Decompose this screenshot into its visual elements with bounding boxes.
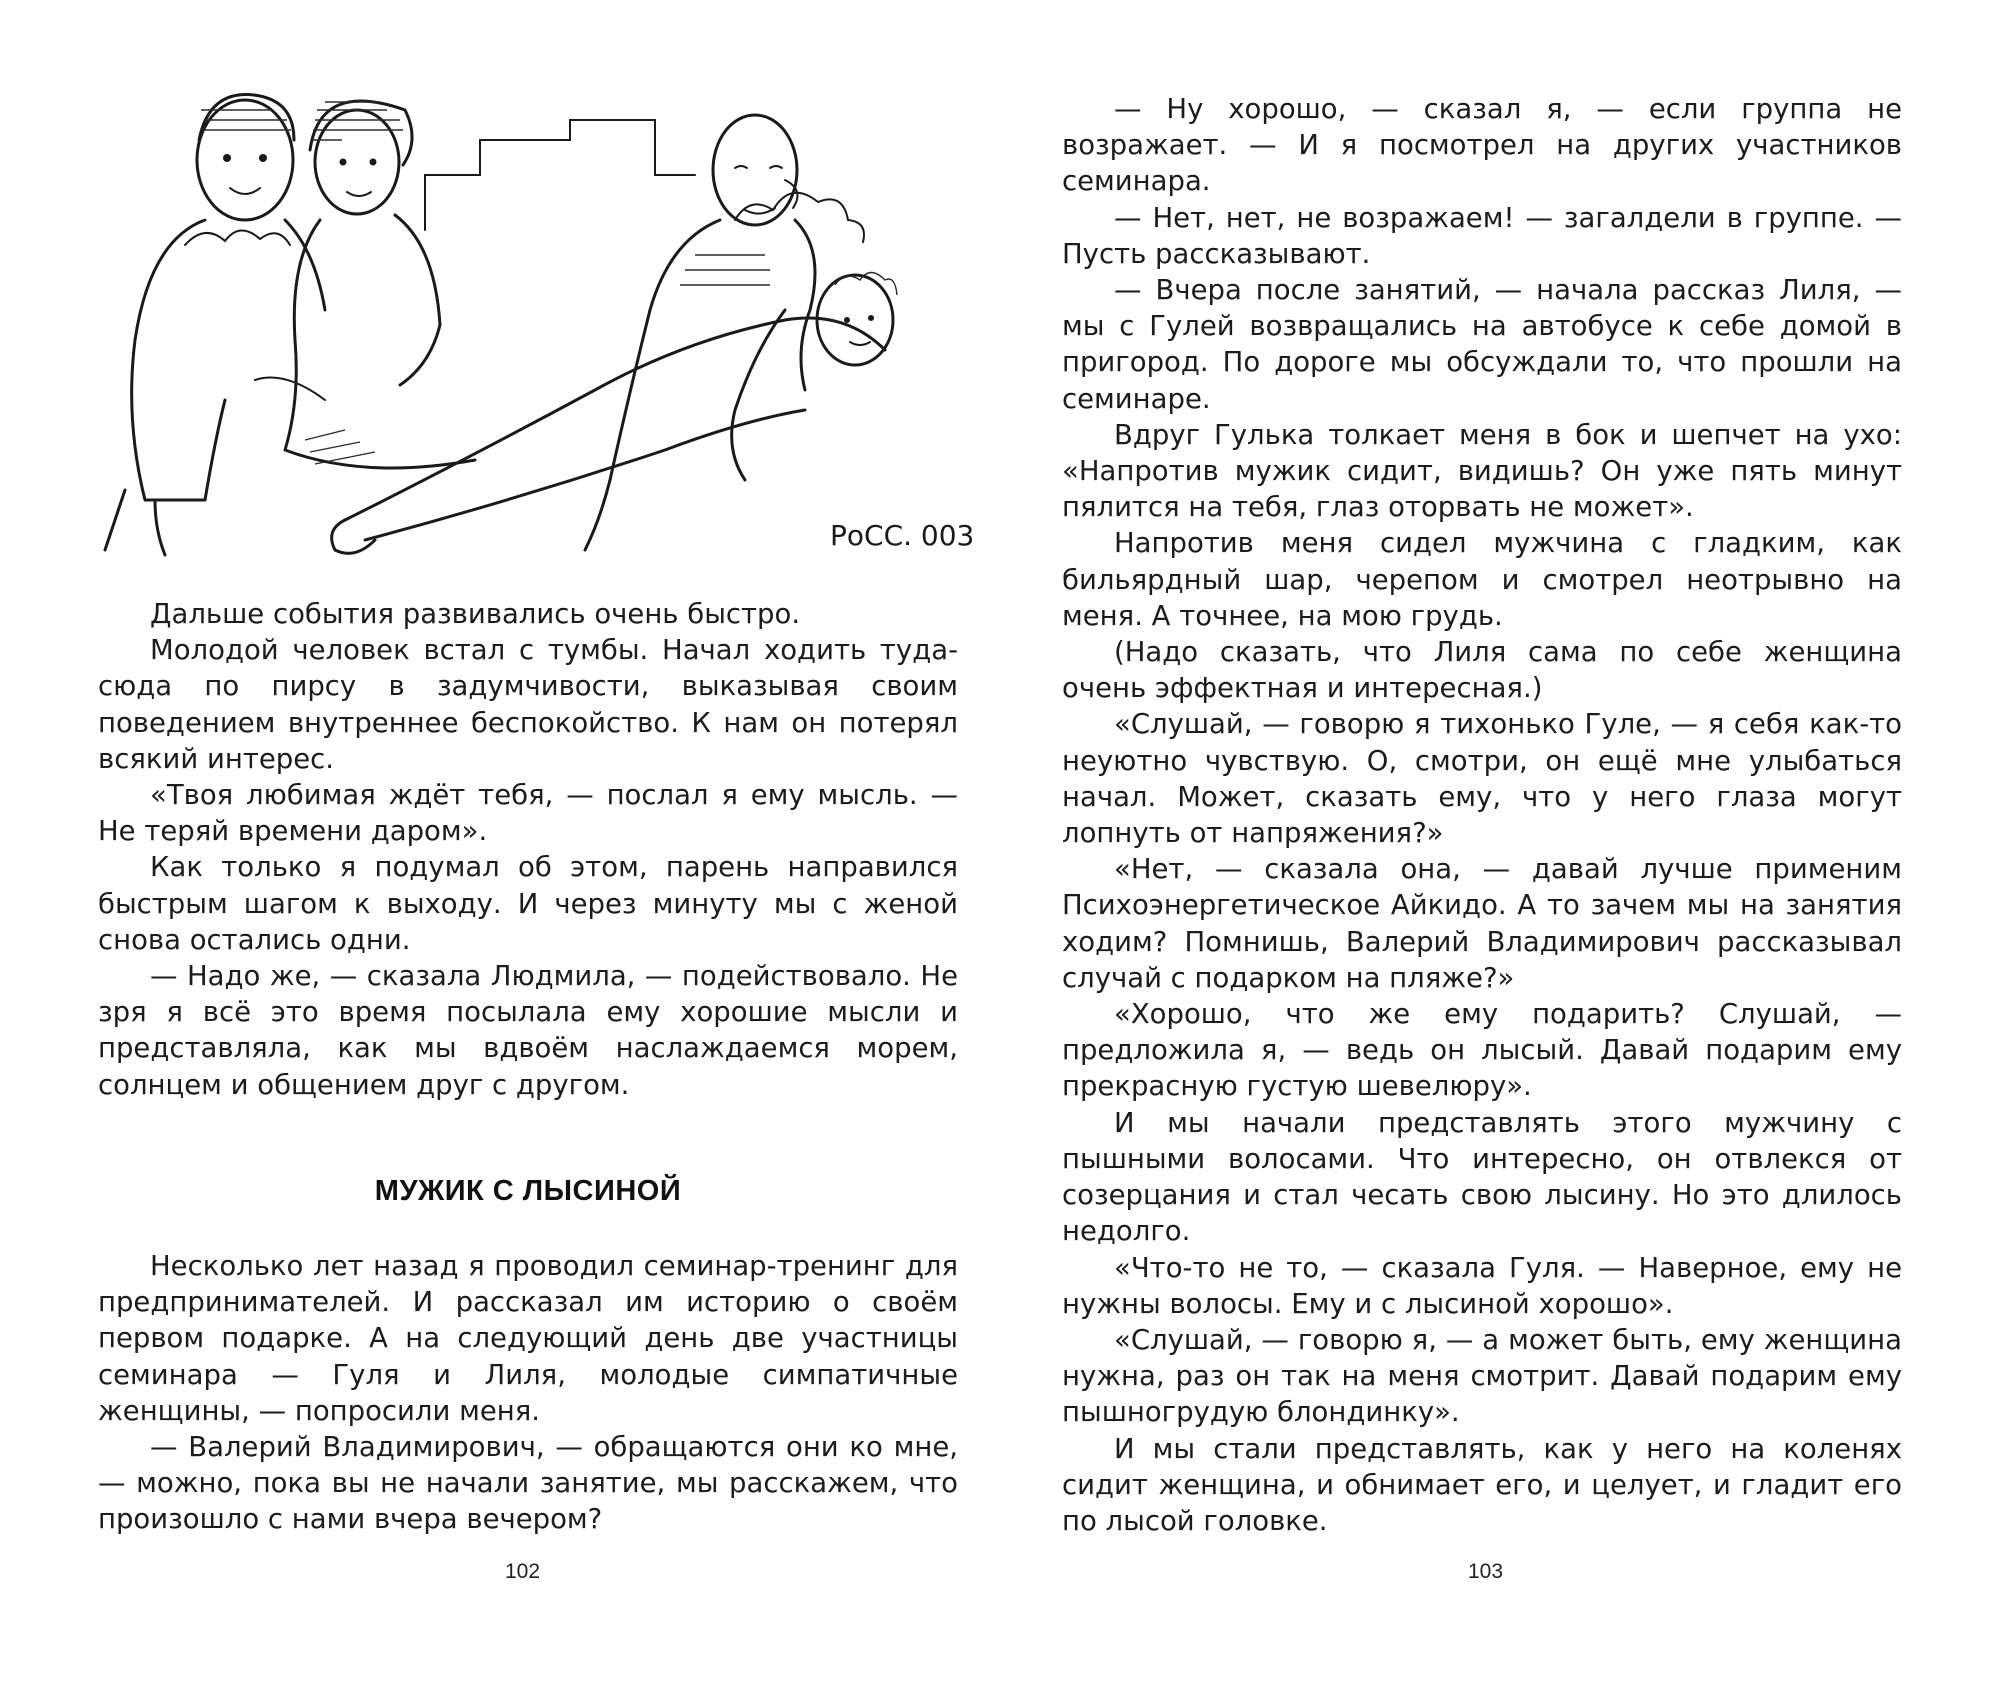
paragraph: «Хорошо, что же ему подарить? Слушай, — предложила я, — ведь он лысый. Давай подарим ему прекрасную густую шевелюру». [1062,998,1902,1103]
right-text [1062,91,1902,1539]
left-text-top [98,596,958,1103]
paragraph: Напротив меня сидел мужчина с гладким, как бильярдный шар, черепом и смотрел неотрывно на меня. А точнее, на мою грудь. [1062,527,1902,632]
paragraph: «Нет, — сказала она, — давай лучше применим Психоэнергетическое Айкидо. А то зачем мы на занятия ходим? Помнишь, Валерий Владимирович рассказывал случай с подарком на пляже?» [1062,853,1902,994]
paragraph: — Надо же, — сказала Людмила, — подействовало. Не зря я всё это время посылала ему хорошие мысли и представляла, как мы вдвоём наслаждаемся морем, солнцем и общением друг с другом. [98,960,958,1101]
paragraph: «Слушай, — говорю я, — а может быть, ему женщина нужна, раз он так на меня смотрит. Давай подарим ему пышногрудую блондинку». [1062,1323,1902,1429]
paragraph: — Ну хорошо, — сказал я, — если группа не возражает. — И я посмотрел на других участников семинара. [1062,93,1902,198]
paragraph: Вдруг Гулька толкает меня в бок и шепчет на ухо: «Напротив мужик сидит, видишь? Он уже пять минут пялится на тебя, глаз оторвать не может». [1062,418,1902,524]
paragraph: Дальше события развивались очень быстро. [150,598,801,630]
paragraph: (Надо сказать, что Лиля сама по себе женщина очень эффектная и интересная.) [1062,636,1902,705]
page-number-right: 103 [1468,1560,1504,1583]
paragraph: — Нет, нет, не возражаем! — загалдели в группе. — Пусть рассказывают. [1062,201,1902,270]
reclining-woman-body [345,318,885,520]
paragraph: «Слушай, — говорю я тихонько Гуле, — я себя как-то неуютно чувствую. О, смотри, он ещё мне улыбаться начал. Может, сказать ему, что у него глаза могут лопнуть от напряжения?» [1062,708,1902,850]
paragraph: «Что-то не то, — сказала Гуля. — Наверное, ему не нужны волосы. Ему и с лысиной хорошо». [1062,1251,1902,1320]
chapter-title: МУЖИК С ЛЫСИНОЙ [374,1175,682,1207]
paragraph: — Вчера после занятий, — начала рассказ Лиля, — мы с Гулей возвращались на автобусе к себе домой в пригород. По дороге мы обсуждали то, что прошли на семинаре. [1062,274,1902,415]
cloud-left [185,230,290,245]
building-outline [425,120,695,230]
woman-body [285,220,475,468]
paragraph: «Твоя любимая ждёт тебя, — послал я ему мысль. — Не теряй времени даром». [98,779,958,848]
cloud-right [735,193,864,242]
paragraph: Молодой человек встал с тумбы. Начал ходить туда-сюда по пирсу в задумчивости, выказывая своим поведением внутреннее беспокойство. К нам он потерял всякий интерес. [98,634,958,775]
paragraph: И мы стали представлять, как у него на коленях сидит женщина, и обнимает его, и целует, и гладит его по лысой головке. [1062,1432,1902,1537]
right-page [1000,0,2000,1684]
man-body [132,220,225,500]
man-head [197,100,293,220]
paragraph: — Валерий Владимирович, — обращаются они ко мне, — можно, пока вы не начали занятие, мы расскажем, что произошло с нами вчера вечером? [98,1431,958,1536]
bald-man-head [713,115,797,225]
cartoon-illustration [95,80,975,560]
woman-head [315,110,399,214]
paragraph: Как только я подумал об этом, парень направился быстрым шагом к выходу. И через минуту мы с женой снова остались одни. [98,851,958,956]
paragraph: Несколько лет назад я проводил семинар-тренинг для предпринимателей. И рассказал им историю о своём первом подарке. А на следующий день две участницы семинара — Гуля и Лиля, молодые симпатичные женщины, — попросили меня. [98,1250,958,1427]
page-number-left: 102 [505,1560,541,1583]
paragraph: И мы начали представлять этого мужчину с пышными волосами. Что интересно, он отвлекся от созерцания и стал чесать свою лысину. Но это длилось недолго. [1062,1106,1902,1248]
left-text-bottom [98,1248,958,1538]
illustration-signature: РоСС. 003 [830,519,975,552]
